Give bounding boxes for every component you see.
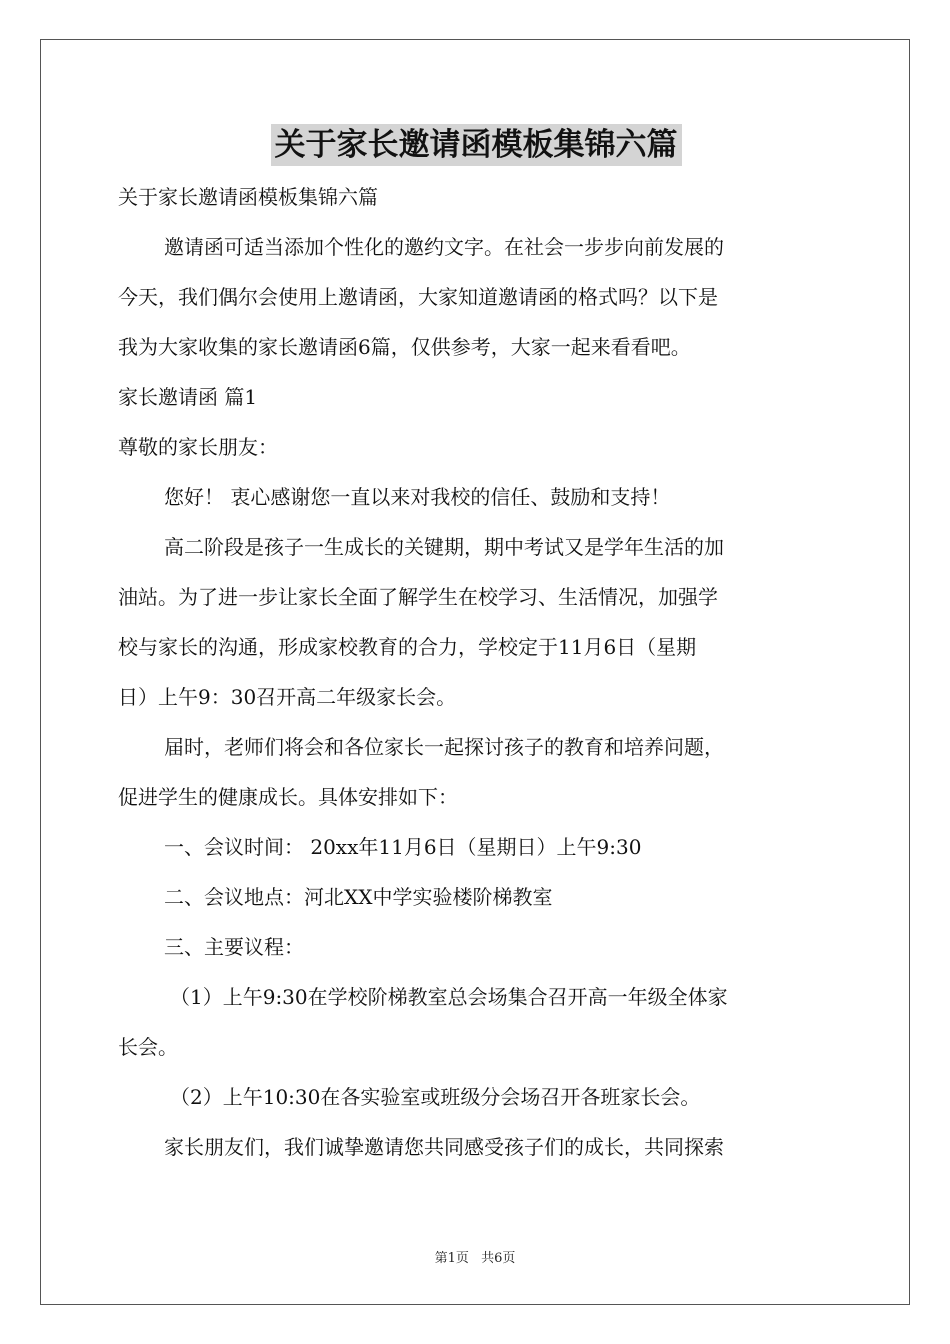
paragraph-line: 油站。为了进一步让家长全面了解学生在校学习、生活情况，加强学 bbox=[118, 585, 718, 609]
paragraph-line: 促进学生的健康成长。具体安排如下： bbox=[118, 785, 458, 809]
page-total: 共6页 bbox=[481, 1251, 516, 1266]
paragraph-line: 届时，老师们将会和各位家长一起探讨孩子的教育和培养问题， bbox=[164, 735, 724, 759]
document-body bbox=[118, 124, 834, 1172]
agenda-line: 长会。 bbox=[118, 1035, 178, 1059]
page-number: 第1页 bbox=[434, 1251, 469, 1266]
meeting-location: 二、会议地点：河北XX中学实验楼阶梯教室 bbox=[164, 885, 553, 909]
intro-paragraph bbox=[118, 222, 834, 372]
intro-line: 邀请函可适当添加个性化的邀约文字。在社会一步步向前发展的 bbox=[164, 235, 724, 259]
agenda-heading: 三、主要议程： bbox=[164, 935, 304, 959]
section-heading: 家长邀请函 篇1 bbox=[118, 385, 258, 409]
title-wrap bbox=[118, 124, 834, 166]
agenda-line: （1）上午9:30在学校阶梯教室总会场集合召开高一年级全体家 bbox=[170, 985, 728, 1009]
document-subtitle: 关于家长邀请函模板集锦六篇 bbox=[118, 185, 378, 209]
paragraph-2 bbox=[118, 722, 834, 822]
paragraph-line: 日）上午9：30召开高二年级家长会。 bbox=[118, 685, 457, 709]
page-footer bbox=[0, 1247, 950, 1266]
paragraph-line: 高二阶段是孩子一生成长的关键期，期中考试又是学年生活的加 bbox=[164, 535, 724, 559]
meeting-time: 一、会议时间： 20xx年11月6日（星期日）上午9:30 bbox=[164, 835, 642, 859]
closing-paragraph: 家长朋友们，我们诚挚邀请您共同感受孩子们的成长，共同探索 bbox=[164, 1135, 724, 1159]
agenda-item-2: （2）上午10:30在各实验室或班级分会场召开各班家长会。 bbox=[170, 1085, 701, 1109]
paragraph-line: 校与家长的沟通，形成家校教育的合力，学校定于11月6日（星期 bbox=[118, 635, 697, 659]
salutation: 尊敬的家长朋友： bbox=[118, 435, 278, 459]
agenda-item-1 bbox=[118, 972, 834, 1072]
paragraph-1 bbox=[118, 522, 834, 722]
document-title: 关于家长邀请函模板集锦六篇 bbox=[271, 124, 682, 166]
greeting: 您好！ 衷心感谢您一直以来对我校的信任、鼓励和支持！ bbox=[164, 485, 671, 509]
intro-line: 今天，我们偶尔会使用上邀请函，大家知道邀请函的格式吗？以下是 bbox=[118, 285, 718, 309]
intro-line: 我为大家收集的家长邀请函6篇，仅供参考，大家一起来看看吧。 bbox=[118, 335, 691, 359]
